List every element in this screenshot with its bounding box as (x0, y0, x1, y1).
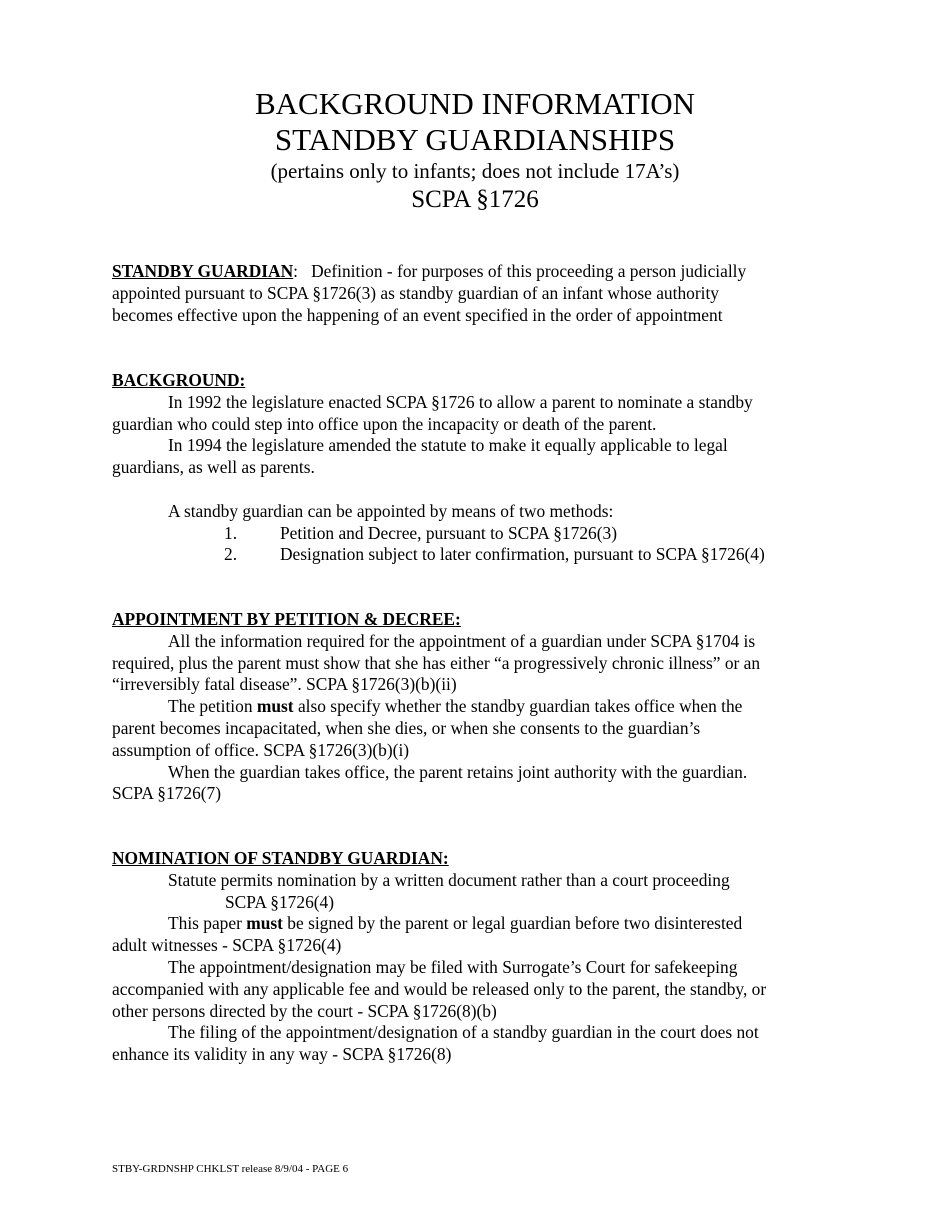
definition-colon: : (293, 261, 299, 281)
background-heading: BACKGROUND: (112, 370, 246, 390)
page-footer: STBY-GRDNSHP CHKLST release 8/9/04 - PAGE 6 (112, 1163, 349, 1175)
list-item-number: 1. (224, 522, 238, 543)
appointment-line-4 (112, 696, 842, 718)
appointment-heading-line (112, 609, 842, 631)
nomination-line-7: other persons directed by the court - SCPA §1726(8)(b) (112, 1000, 497, 1021)
title-subtitle: (pertains only to infants; does not include 17A’s) (270, 159, 680, 183)
nomination-line-3-post: be signed by the parent or legal guardian before two disinterested (282, 913, 743, 934)
title-statute: SCPA §1726 (411, 186, 539, 213)
nomination-section (112, 848, 842, 1066)
list-item (112, 523, 842, 545)
nomination-line-9: enhance its validity in any way - SCPA §1726(8) (112, 1044, 452, 1065)
title-block (0, 86, 950, 216)
appointment-line-4-pre: The petition (168, 696, 257, 717)
nomination-line-3-emphasis: must (246, 913, 283, 934)
background-section (112, 370, 842, 566)
definition-line-1 (112, 261, 842, 283)
nomination-line-5: The appointment/designation may be filed with Surrogate’s Court for safekeeping (168, 956, 738, 977)
nomination-line-1: Statute permits nomination by a written document rather than a court proceeding (168, 869, 730, 890)
nomination-line-6: accompanied with any applicable fee and would be released only to the parent, the standby, or (112, 978, 767, 999)
appointment-line-1: All the information required for the appointment of a guardian under SCPA §1704 is (168, 630, 756, 651)
list-item-number: 2. (224, 544, 238, 565)
nomination-line-3 (112, 913, 842, 935)
definition-heading: STANDBY GUARDIAN (112, 261, 294, 281)
appointment-line-4-post: also specify whether the standby guardian takes office when the (293, 696, 743, 717)
appointment-heading: APPOINTMENT BY PETITION & DECREE: (112, 609, 461, 629)
background-heading-line (112, 370, 842, 392)
title-background-information: BACKGROUND INFORMATION (254, 86, 696, 121)
title-standby-guardianships: STANDBY GUARDIANSHIPS (274, 122, 676, 157)
appointment-line-6: assumption of office. SCPA §1726(3)(b)(i) (112, 739, 410, 760)
appointment-line-8: SCPA §1726(7) (112, 783, 222, 804)
definition-section (112, 261, 842, 326)
appointment-section (112, 609, 842, 805)
appointment-line-5: parent becomes incapacitated, when she dies, or when she consents to the guardian’s (112, 717, 701, 738)
background-line-3: In 1994 the legislature amended the statute to make it equally applicable to legal (168, 435, 728, 456)
appointment-line-2: required, plus the parent must show that she has either “a progressively chronic illness” or an (112, 652, 761, 673)
nomination-line-8: The filing of the appointment/designation of a standby guardian in the court does not (168, 1022, 759, 1043)
appointment-line-4-emphasis: must (256, 696, 294, 717)
list-item-text: Designation subject to later confirmation, pursuant to SCPA §1726(4) (280, 544, 765, 565)
definition-line-3: becomes effective upon the happening of an event specified in the order of appointment (112, 304, 723, 325)
list-item (112, 544, 842, 566)
definition-line-2: appointed pursuant to SCPA §1726(3) as standby guardian of an infant whose authority (112, 282, 719, 303)
list-item-text: Petition and Decree, pursuant to SCPA §1726(3) (280, 522, 617, 543)
nomination-line-4: adult witnesses - SCPA §1726(4) (112, 935, 342, 956)
appointment-line-3: “irreversibly fatal disease”. SCPA §1726(3)(b)(ii) (112, 674, 457, 695)
definition-text-1: Definition - for purposes of this proceeding a person judicially (311, 261, 747, 281)
methods-intro: A standby guardian can be appointed by means of two methods: (168, 500, 614, 521)
nomination-heading: NOMINATION OF STANDBY GUARDIAN: (112, 848, 449, 868)
nomination-heading-line (112, 848, 842, 870)
background-line-4: guardians, as well as parents. (112, 457, 315, 478)
appointment-line-7: When the guardian takes office, the parent retains joint authority with the guardian. (168, 761, 748, 782)
nomination-line-2: SCPA §1726(4) (225, 891, 335, 912)
nomination-line-3-pre: This paper (168, 913, 247, 934)
spacer (112, 479, 842, 501)
background-line-2: guardian who could step into office upon the incapacity or death of the parent. (112, 413, 657, 434)
background-line-1: In 1992 the legislature enacted SCPA §1726 to allow a parent to nominate a standby (168, 391, 753, 412)
